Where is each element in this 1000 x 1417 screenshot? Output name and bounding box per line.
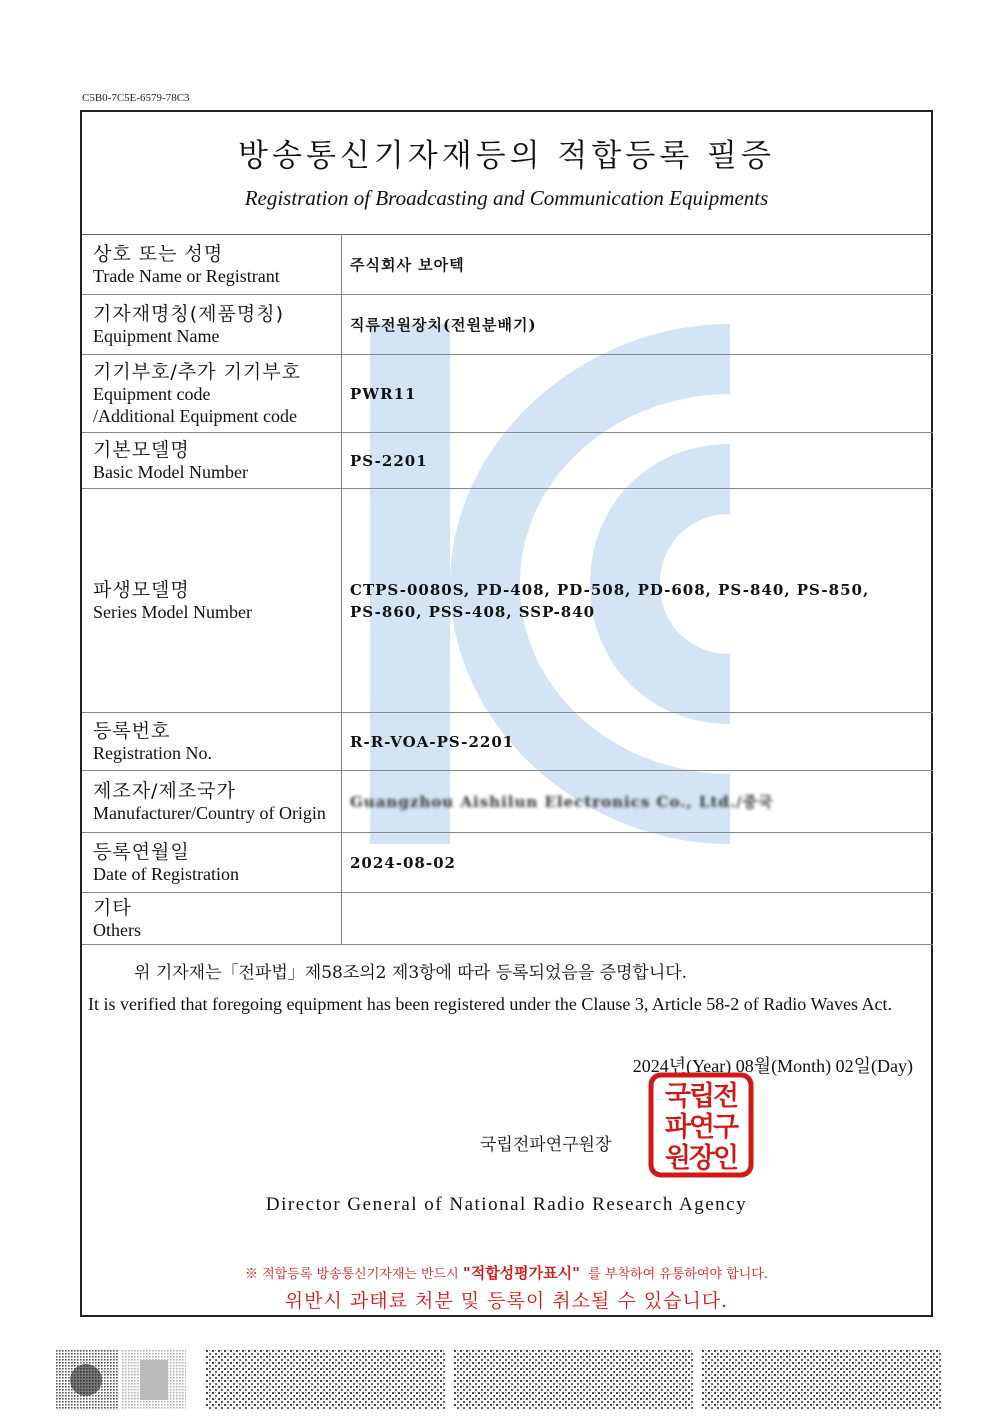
row-equipment-code — [82, 355, 933, 433]
security-pattern-block-1 — [206, 1350, 446, 1410]
seal-line-3: 원장인 — [664, 1143, 738, 1174]
label-others-en: Others — [93, 919, 141, 940]
value-equipment-name: 직류전원장치(전원분배기) — [350, 315, 537, 334]
row-basic-model — [82, 433, 933, 489]
value-trade-name: 주식회사 보아텍 — [350, 255, 465, 274]
registration-info-table — [82, 234, 933, 945]
label-equipment-code-ko: 기기부호/추가 기기부호 — [93, 360, 301, 383]
label-additional-code-en: /Additional Equipment code — [93, 405, 297, 426]
director-title-en: Director General of National Radio Research Agency — [265, 1194, 748, 1215]
label-equipment-name-ko: 기자재명칭(제품명칭) — [93, 302, 285, 325]
certification-text-ko: 위 기자재는「전파법」제58조의2 제3항에 따라 등록되었음을 증명합니다. — [134, 963, 688, 983]
certification-text-en: It is verified that foregoing equipment has been registered under the Clause 3, Article 58-2 of Radio Waves Act. — [88, 994, 892, 1014]
security-emblem-pattern — [56, 1350, 186, 1410]
row-equipment-name — [82, 295, 933, 355]
official-seal-stamp — [648, 1072, 754, 1178]
value-series-model: CTPS-0080S, PD-408, PD-508, PD-608, PS-840, PS-850, PS-860, PSS-408, SSP-840 — [350, 580, 870, 621]
row-trade-name — [82, 235, 933, 295]
label-manufacturer-en: Manufacturer/Country of Origin — [93, 802, 326, 823]
security-pattern-strip — [56, 1350, 944, 1410]
title-english: Registration of Broadcasting and Communication Equipments — [244, 186, 769, 210]
row-registration-date — [82, 833, 933, 893]
notice-penalty-warning: 위반시 과태료 처분 및 등록이 취소될 수 있습니다. — [284, 1290, 729, 1312]
label-series-model-ko: 파생모델명 — [93, 578, 190, 601]
certification-date: 2024년(Year) 08월(Month) 02일(Day) — [632, 1056, 913, 1076]
document-code: C5B0-7C5E-6579-78C3 — [82, 92, 190, 104]
label-trade-name-en: Trade Name or Registrant — [93, 265, 280, 286]
title-korean: 방송통신기자재등의 적합등록 필증 — [238, 138, 775, 174]
label-registration-date-en: Date of Registration — [93, 863, 239, 884]
value-registration-no: R-R-VOA-PS-2201 — [350, 732, 515, 751]
row-manufacturer — [82, 771, 933, 833]
value-registration-date: 2024-08-02 — [350, 853, 456, 872]
row-registration-no — [82, 713, 933, 771]
security-pattern-block-3 — [702, 1350, 942, 1410]
notice-marking-requirement — [82, 1262, 931, 1283]
notice-text-post: 를 부착하여 유통하여야 합니다. — [588, 1267, 769, 1282]
notice-text-pre: ※ 적합등록 방송통신기자재는 반드시 — [244, 1267, 459, 1282]
notice-text-bold: "적합성평가표시" — [462, 1264, 580, 1282]
value-manufacturer: Guangzhou Aishilun Electronics Co., Ltd./중국 — [350, 792, 774, 811]
label-registration-date-ko: 등록연월일 — [93, 840, 190, 863]
label-manufacturer-ko: 제조자/제조국가 — [93, 779, 236, 802]
seal-line-1: 국립전 — [664, 1081, 738, 1112]
director-title-ko: 국립전파연구원장 — [480, 1135, 612, 1155]
certificate-frame — [80, 110, 933, 1317]
label-registration-no-en: Registration No. — [93, 742, 212, 763]
row-others — [82, 893, 933, 945]
label-equipment-code-en: Equipment code — [93, 383, 211, 404]
value-equipment-code: PWR11 — [350, 384, 417, 403]
label-series-model-en: Series Model Number — [93, 601, 252, 622]
value-basic-model: PS-2201 — [350, 451, 428, 470]
label-trade-name-ko: 상호 또는 성명 — [93, 242, 224, 265]
label-registration-no-ko: 등록번호 — [93, 719, 171, 742]
label-equipment-name-en: Equipment Name — [93, 325, 220, 346]
security-pattern-block-2 — [454, 1350, 694, 1410]
label-basic-model-ko: 기본모델명 — [93, 438, 190, 461]
seal-line-2: 파연구 — [664, 1112, 738, 1143]
label-basic-model-en: Basic Model Number — [93, 461, 248, 482]
label-others-ko: 기타 — [93, 896, 132, 919]
row-series-model — [82, 489, 933, 713]
